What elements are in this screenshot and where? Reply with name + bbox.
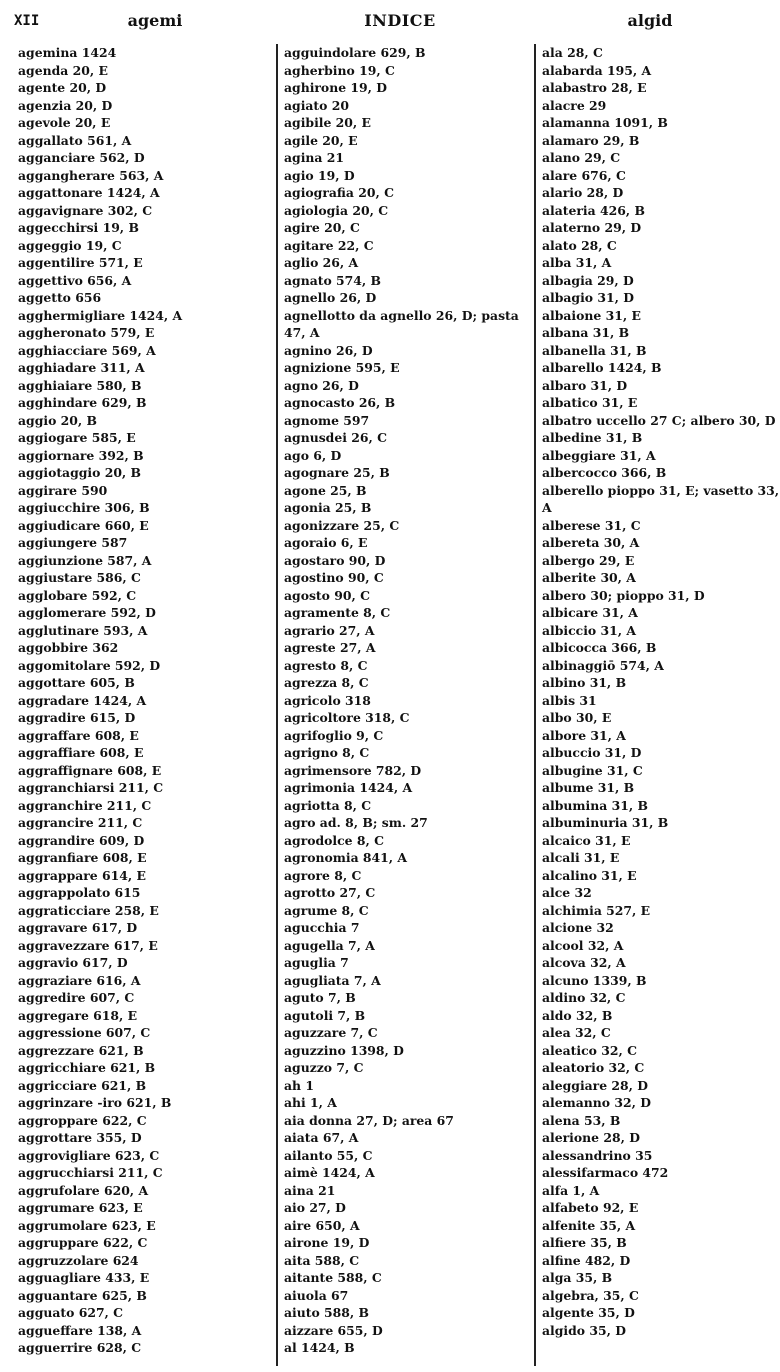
index-entry: agrume 8, C [284, 902, 369, 918]
index-entry: aggruppare 622, C [18, 1235, 148, 1250]
index-entry: albatro uccello 27 C; albero 30, D [542, 412, 776, 428]
index-entry: aggecchirsi 19, B [18, 220, 139, 235]
index-entry: agemina 1424 [18, 45, 117, 60]
index-entry: aggueffare 138, A [18, 1322, 142, 1338]
index-entry: aggattonare 1424, A [18, 185, 160, 200]
index-entry: alano 29, C [542, 150, 621, 165]
index-entry: aggranchire 211, C [18, 797, 152, 813]
index-entry: agramente 8, C [284, 605, 391, 620]
index-entry: aguzzare 7, C [284, 1025, 378, 1040]
index-entry: aggiucchire 306, B [18, 500, 150, 515]
index-entry: agonizzare 25, C [284, 517, 400, 533]
index-entry: alberite 30, A [542, 570, 636, 585]
right-guide-word: algid [627, 11, 673, 30]
index-column-3 [534, 44, 780, 1366]
index-entry: alfiere 35, B [542, 1235, 627, 1250]
index-entry: albumina 31, B [542, 797, 648, 813]
index-entry: albicocca 366, B [542, 640, 657, 655]
index-entry: albuccio 31, D [542, 745, 642, 760]
index-entry: agrigno 8, C [284, 745, 370, 760]
index-entry: agnizione 595, E [284, 360, 400, 375]
index-entry: aggomitolare 592, D [18, 657, 161, 673]
index-entry: albume 31, B [542, 780, 635, 795]
index-entry: agnusdei 26, C [284, 430, 387, 445]
index-entry: agucchia 7 [284, 920, 360, 935]
index-entry: agile 20, E [284, 132, 358, 148]
index-entry: agenda 20, E [18, 62, 108, 78]
index-entry: albinaggiō 574, A [542, 657, 664, 673]
index-entry: alga 35, B [542, 1270, 613, 1285]
index-entry: albuminuria 31, B [542, 815, 669, 830]
index-entry: agosto 90, C [284, 587, 370, 603]
index-entry: agglobare 592, C [18, 587, 137, 603]
index-entry: aggricciare 621, B [18, 1077, 147, 1093]
index-entry: alato 28, C [542, 237, 617, 253]
index-entry: aggetto 656 [18, 290, 102, 305]
index-entry: aiata 67, A [284, 1130, 359, 1145]
index-entry: agutoli 7, B [284, 1007, 366, 1023]
index-entry: ahi 1, A [284, 1095, 337, 1110]
index-entry: agina 21 [284, 150, 344, 165]
index-entry: al 1424, B [284, 1340, 355, 1355]
index-entry: aggiudicare 660, E [18, 517, 149, 533]
index-entry: albiccio 31, A [542, 622, 636, 638]
index-entry: ah 1 [284, 1077, 314, 1093]
index-entry: agghermigliare 1424, A [18, 307, 183, 323]
index-entry: agire 20, C [284, 220, 360, 235]
index-entry: aia donna 27, D; area 67 [284, 1112, 454, 1128]
index-entry: agonia 25, B [284, 500, 372, 515]
index-entry: agguerrire 628, C [18, 1340, 142, 1355]
index-entry: albercocco 366, B [542, 465, 667, 480]
index-entry: agricoltore 318, C [284, 710, 410, 725]
index-column-1 [18, 44, 258, 1357]
index-entry: aggallato 561, A [18, 132, 132, 148]
index-entry: agrore 8, C [284, 867, 362, 883]
index-entry: alare 676, C [542, 167, 626, 183]
index-entry: aggravare 617, D [18, 920, 138, 935]
index-entry: agno 26, D [284, 377, 359, 393]
index-entry: aggrappolato 615 [18, 885, 141, 900]
index-entry: alessifarmaco 472 [542, 1165, 669, 1180]
index-entry: albaro 31, D [542, 377, 628, 393]
index-entry: aldo 32, B [542, 1007, 613, 1023]
index-entry: aggraffare 608, E [18, 727, 139, 743]
index-entry: aina 21 [284, 1182, 336, 1198]
index-entry: agganghera​re 563, A [18, 167, 164, 183]
index-entry: aggiustare 586, C [18, 570, 141, 585]
index-entry: agostaro 90, D [284, 552, 386, 568]
index-entry: alateria 426, B [542, 202, 645, 218]
index-entry: agrimonia 1424, A [284, 780, 413, 795]
index-entry: ailanto 55, C [284, 1147, 373, 1163]
index-entry: agoraio 6, E [284, 535, 368, 550]
index-entry: alamanna 1091, B [542, 115, 668, 130]
index-entry: albugine 31, C [542, 762, 643, 778]
index-entry: alea 32, C [542, 1025, 611, 1040]
index-entry: alfa 1, A [542, 1182, 600, 1198]
index-entry: alcali 31, E [542, 850, 620, 865]
index-entry: alacre 29 [542, 97, 607, 113]
index-entry: agguato 627, C [18, 1305, 124, 1320]
index-entry: aggrumare 623, E [18, 1200, 143, 1215]
index-entry: aggentilire 571, E [18, 255, 143, 270]
index-entry: aggroppare 622, C [18, 1112, 147, 1128]
index-entry: aggradare 1424, A [18, 692, 147, 708]
index-entry: aggiungere 587 [18, 535, 128, 550]
index-entry: aggravezzare 617, E [18, 937, 158, 953]
index-entry: agnello 26, D [284, 290, 377, 305]
index-entry: alcalino 31, E [542, 867, 637, 883]
index-entry: aggobbire 362 [18, 640, 119, 655]
index-entry: aggavignare 302, C [18, 202, 153, 218]
index-entry: agognare 25, B [284, 465, 390, 480]
index-entry: agriotta 8, C [284, 797, 372, 813]
index-entry: agnome 597 [284, 412, 370, 428]
index-entry: agitare 22, C [284, 237, 374, 253]
index-entry: alcool 32, A [542, 937, 624, 953]
index-entry: agghiaiare 580, B [18, 377, 142, 393]
index-entry: agguindolare 629, B [284, 45, 426, 60]
index-entry: aleatorio 32, C [542, 1060, 645, 1075]
index-entry: algente 35, D [542, 1305, 635, 1320]
index-entry: albana 31, B [542, 325, 630, 340]
index-entry: agiato 20 [284, 97, 349, 113]
index-entry: aimè 1424, A [284, 1165, 375, 1180]
index-entry: aglio 26, A [284, 255, 359, 270]
index-entry: agganciare 562, D [18, 150, 145, 165]
index-entry: agente 20, D [18, 80, 107, 95]
index-entry: alfenite 35, A [542, 1217, 636, 1233]
index-entry: aggruzzolare 624 [18, 1252, 139, 1268]
index-entry: alchimia 527, E [542, 902, 651, 918]
index-entry: aggricchiare 621, B [18, 1060, 156, 1075]
index-entry: aggrandire 609, D [18, 832, 145, 848]
index-entry: aleatico 32, C [542, 1042, 637, 1058]
index-entry: alario 28, D [542, 185, 624, 200]
index-entry: alcaico 31, E [542, 832, 631, 848]
index-entry: aggrinzare -iro 621, B [18, 1095, 172, 1110]
index-entry: agghiadare 311, A [18, 360, 145, 375]
index-entry: agresto 8, C [284, 657, 368, 673]
index-entry: aggraffiare 608, E [18, 745, 144, 760]
index-entry: agghiacciare 569, A [18, 342, 156, 358]
index-entry: aggeggio 19, C [18, 237, 122, 253]
index-entry: aire 650, A [284, 1217, 360, 1233]
index-entry: albeggiare 31, A [542, 447, 656, 463]
index-entry: aggrezzare 621, B [18, 1042, 144, 1058]
index-entry: albatico 31, E [542, 395, 638, 410]
index-entry: aggrumolare 623, E [18, 1217, 156, 1233]
index-entry: alaterno 29, D [542, 220, 642, 235]
index-entry: agnino 26, D [284, 342, 373, 358]
index-entry: aggiogare 585, E [18, 430, 136, 445]
index-entry: agrario 27, A [284, 622, 375, 638]
index-entry: agreste 27, A [284, 640, 376, 655]
index-entry: aldino 32, C [542, 990, 626, 1005]
index-entry: alessandrino 35 [542, 1147, 653, 1163]
index-entry: agiologia 20, C [284, 202, 389, 218]
index-entry: aggiotaggio 20, B [18, 465, 142, 480]
index-entry: agricolo 318 [284, 692, 371, 708]
index-entry: albis 31 [542, 692, 597, 708]
index-entry: aleggiare 28, D [542, 1077, 649, 1093]
index-entry: aguglia 7 [284, 955, 349, 970]
index-entry: agghindare 629, B [18, 395, 147, 410]
index-entry: agrotto 27, C [284, 885, 376, 900]
index-entry: aggheronato 579, E [18, 325, 155, 340]
index-entry: aiuto 588, B [284, 1305, 370, 1320]
index-entry: alba 31, A [542, 255, 612, 270]
index-entry: alena 53, B [542, 1112, 621, 1128]
index-entry: agibile 20, E [284, 115, 371, 130]
index-entry: agnellotto da agnello 26, D; pasta 47, A [284, 307, 519, 340]
index-entry: alemanno 32, D [542, 1095, 651, 1110]
index-entry: agiografia 20, C [284, 185, 394, 200]
index-entry: alabarda 195, A [542, 62, 652, 78]
index-entry: alfabeto 92, E [542, 1200, 639, 1215]
index-entry: albanella 31, B [542, 342, 647, 358]
index-entry: aggirare 590 [18, 482, 108, 498]
index-entry: agnato 574, B [284, 272, 381, 288]
index-entry: albedine 31, B [542, 430, 643, 445]
index-entry: albagia 29, D [542, 272, 634, 288]
index-entry: agrimensore 782, D [284, 762, 422, 778]
index-entry: alerione 28, D [542, 1130, 640, 1145]
index-entry: alberello pioppo 31, E; vasetto 33, A [542, 482, 780, 515]
index-entry: aggottare 605, B [18, 675, 135, 690]
index-entry: airone 19, D [284, 1235, 370, 1250]
index-entry: albarello 1424, B [542, 360, 662, 375]
index-entry: aizzare 655, D [284, 1322, 383, 1338]
index-entry: aggradire 615, D [18, 710, 136, 725]
index-entry: agio 19, D [284, 167, 355, 183]
index-entry: aguzzo 7, C [284, 1060, 364, 1075]
index-entry: alce 32 [542, 885, 592, 900]
index-entry: agronomia 841, A [284, 850, 408, 865]
index-entry: algebra, 35, C [542, 1287, 639, 1303]
index-entry: agherbino 19, C [284, 62, 395, 78]
index-entry: agugella 7, A [284, 937, 375, 953]
index-entry: aguto 7, B [284, 990, 356, 1005]
index-entry: alcione 32 [542, 920, 614, 935]
index-entry: ala 28, C [542, 45, 603, 60]
index-entry: agevole 20, E [18, 115, 111, 130]
index-entry: aggrovigliare 623, C [18, 1147, 160, 1163]
index-entry: aio 27, D [284, 1200, 346, 1215]
index-entry: aggiunzione 587, A [18, 552, 152, 568]
index-entry: aggettivo 656, A [18, 272, 132, 288]
index-entry: agglutinare 593, A [18, 622, 148, 638]
index-entry: alamaro 29, B [542, 132, 640, 148]
index-entry: aggregare 618, E [18, 1007, 138, 1023]
index-entry: aggiornare 392, B [18, 447, 144, 463]
index-entry: agguantare 625, B [18, 1287, 147, 1303]
index-entry: aitante 588, C [284, 1270, 382, 1285]
page-header [0, 6, 780, 36]
page-title: INDICE [364, 11, 436, 30]
index-entry: alcova 32, A [542, 955, 626, 970]
index-entry: aggrappare 614, E [18, 867, 146, 883]
index-entry: aggredire 607, C [18, 990, 135, 1005]
index-entry: aggraziare 616, A [18, 972, 141, 988]
index-entry: aguzzino 1398, D [284, 1042, 404, 1058]
index-entry: aggressione 607, C [18, 1025, 151, 1040]
index-entry: albereta 30, A [542, 535, 640, 550]
index-entry: aggrucchiarsi 211, C [18, 1165, 163, 1180]
index-entry: albicare 31, A [542, 605, 638, 620]
index-entry: agrezza 8, C [284, 675, 369, 690]
index-entry: alcuno 1339, B [542, 972, 647, 988]
index-entry: aggravio 617, D [18, 955, 128, 970]
index-entry: agenzia 20, D [18, 97, 113, 113]
index-entry: aiuola 67 [284, 1287, 349, 1303]
index-entry: alberese 31, C [542, 517, 641, 533]
index-entry: agrifoglio 9, C [284, 727, 384, 743]
index-entry: aggrufolare 620, A [18, 1182, 149, 1198]
index-entry: aghirone 19, D [284, 80, 388, 95]
index-column-2 [276, 44, 530, 1366]
left-guide-word: agemi [127, 11, 183, 30]
index-entry: albero 30; pioppo 31, D [542, 587, 705, 603]
index-entry: aggrottare 355, D [18, 1130, 142, 1145]
index-entry: agostino 90, C [284, 570, 384, 585]
index-entry: albergo 29, E [542, 552, 635, 568]
index-entry: ago 6, D [284, 447, 342, 463]
index-entry: aggraticciare 258, E [18, 902, 159, 918]
index-entry: alabastro 28, E [542, 80, 647, 95]
index-entry: algido 35, D [542, 1322, 626, 1338]
index-entry: agone 25, B [284, 482, 367, 498]
index-entry: agguagliare 433, E [18, 1270, 150, 1285]
index-entry: aita 588, C [284, 1252, 360, 1268]
index-entry: aggio 20, B [18, 412, 97, 428]
index-entry: aggraffignare 608, E [18, 762, 162, 778]
index-entry: albino 31, B [542, 675, 627, 690]
index-entry: aggranchiarsi 211, C [18, 780, 164, 795]
index-entry: agglomerare 592, D [18, 605, 156, 620]
index-entry: agnocasto 26, B [284, 395, 396, 410]
index-entry: alfine 482, D [542, 1252, 631, 1268]
index-entry: albore 31, A [542, 727, 626, 743]
page-number: XII [14, 13, 40, 29]
index-entry: agro ad. 8, B; sm. 27 [284, 815, 428, 830]
index-entry: albo 30, E [542, 710, 612, 725]
index-entry: agrodolce 8, C [284, 832, 384, 848]
index-entry: albaione 31, E [542, 307, 641, 323]
index-entry: aggranfiare 608, E [18, 850, 147, 865]
index-entry: albagio 31, D [542, 290, 634, 305]
index-entry: agugliata 7, A [284, 972, 381, 988]
index-entry: aggrancire 211, C [18, 815, 143, 830]
